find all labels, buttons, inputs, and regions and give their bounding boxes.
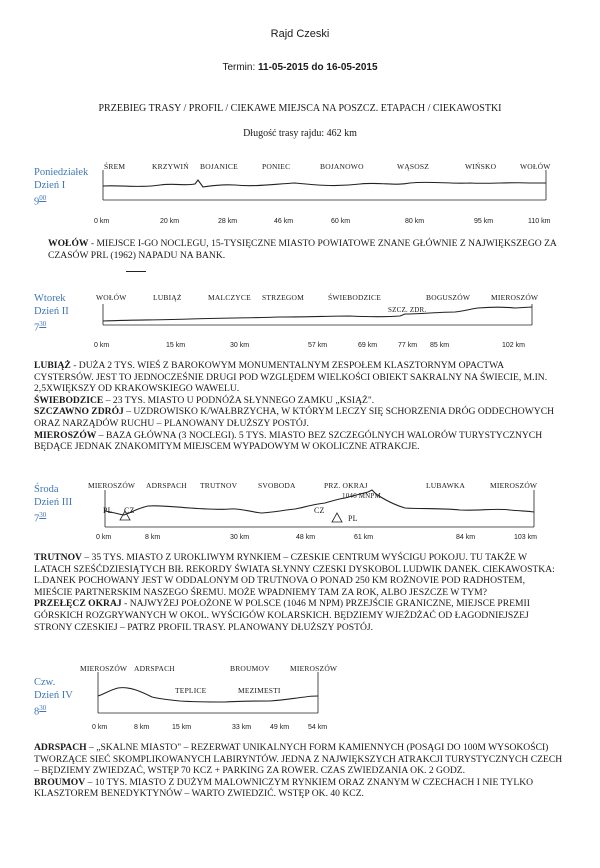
day4-km: 8 km xyxy=(134,724,150,731)
day2-town: ŚWIEBODZICE xyxy=(328,293,382,302)
day3-town: ADRSPACH xyxy=(146,481,187,490)
day2-label: Dzień II xyxy=(34,306,69,317)
day3-km: 61 km xyxy=(354,534,374,541)
day1-town: ŚREM xyxy=(104,162,126,171)
day2-town: STRZEGOM xyxy=(262,293,305,302)
document-title: Rajd Czeski xyxy=(270,28,330,40)
day3-km: 84 km xyxy=(456,534,476,541)
day1-km: 0 km xyxy=(94,218,110,225)
day3-km: 8 km xyxy=(145,534,161,541)
day1-town: WĄSOSZ xyxy=(397,162,430,171)
day3-km: 0 km xyxy=(96,534,112,541)
day3-town: PRZ. OKRAJ xyxy=(324,481,368,490)
day1-km: 110 km xyxy=(528,218,551,225)
day2-note: SZCZ. ZDR. xyxy=(388,306,427,314)
day1-km: 20 km xyxy=(160,218,180,225)
day3-label: Dzień III xyxy=(34,497,73,508)
day3-town: MIEROSZÓW xyxy=(88,481,136,490)
day4-km: 15 km xyxy=(172,724,192,731)
day1-time: $9^{00}$ xyxy=(34,194,47,208)
day1-km: 28 km xyxy=(218,218,238,225)
day1-town: PONIEC xyxy=(262,162,291,171)
day2-time: $7^{30}$ xyxy=(34,320,47,334)
day1-town: KRZYWIŃ xyxy=(152,162,189,171)
trutnov-paragraph: TRUTNOV – 35 TYS. MIASTO Z UROKLIWYM RYNKIEM – CZESKIE CENTRUM WYŚCIGU POKOJU. TU TAKŻE W LATACH SZEŚĆDZIESIĄTYCH BIŁ REKORDY ŚWIATA SŁYNNY CZESKI DYSKOBOL LUDWIK DANEK. CIEKAWOSTKA: L.DANEK POCHOWANY JEST W ODDALONYM OD TRUTNOVA O PONAD 250 KM ROŻNOVIE POD RADHOSTEM, MIEŚCIE PARTNERSKIM NASZEGO ŚREMU. MOŻE WPADNIEMY TAM ZA ROK, ALBO JESZCZE W TYM? xyxy=(34,552,555,598)
day2-name: Wtorek xyxy=(34,293,66,304)
mieroszow-paragraph: MIEROSZÓW – BAZA GŁÓWNA (3 NOCLEGI). 5 TYS. MIASTO BEZ SZCZEGÓLNYCH WALORÓW TURYSTYCZNYCH BĘDĄCE JEDNAK ZNAKOMITYM MIEJSCEM WYPADOWYM W OKOLICZNE ATRAKCJE. xyxy=(34,429,543,453)
day3-name: Środa xyxy=(34,484,59,495)
day1-town: WOŁÓW xyxy=(520,162,551,171)
day4-name: Czw. xyxy=(34,677,56,688)
day4-km: 0 km xyxy=(92,724,108,731)
day1-town: BOJANOWO xyxy=(320,162,364,171)
day3-country-label: CZ xyxy=(124,506,135,515)
day1-town: WIŃSKO xyxy=(465,162,497,171)
day1-town: BOJANICE xyxy=(200,162,238,171)
day4-km: 49 km xyxy=(270,724,290,731)
day1-km: 60 km xyxy=(331,218,351,225)
day4-description xyxy=(34,742,564,800)
day2-km: 77 km xyxy=(398,342,418,349)
term-dates: 11-05-2015 do 16-05-2015 xyxy=(258,62,378,73)
day3-country-label: CZ xyxy=(314,506,325,515)
day3-town: LUBAWKA xyxy=(426,481,466,490)
day2-km: 30 km xyxy=(230,342,250,349)
day2-town: MALCZYCE xyxy=(208,293,251,302)
day3-country-label: PL xyxy=(103,506,113,515)
day1-label: Dzień I xyxy=(34,180,66,191)
day2-km: 57 km xyxy=(308,342,328,349)
day2-town: WOŁÓW xyxy=(96,293,127,302)
section-header: PRZEBIEG TRASY / PROFIL / CIEKAWE MIEJSCA NA POSZCZ. ETAPACH / CIEKAWOSTKI xyxy=(98,103,502,114)
day4-town: MEZIMESTI xyxy=(238,686,281,695)
day2-km: 0 km xyxy=(94,342,110,349)
day1-name: Poniedziałek xyxy=(34,167,89,178)
lubiaz-paragraph: LUBIĄŻ - DUŻA 2 TYS. WIEŚ Z BAROKOWYM MONUMENTALNYM ZESPOŁEM KLASZTORNYM OPACTWA CYSTERSÓW. JEST TO JEDNOCZEŚNIE DRUGI POD WZGLĘDEM WIELKOŚCI OBIEKT SAKRALNY NA ŚWIECIE, M.IN. 2,5XWIĘKSZY OD KRAKOWSKIEGO WAWELU. xyxy=(34,360,548,395)
day4-time: $8^{30}$ xyxy=(34,704,47,718)
day1-description: WOŁÓW - MIEJSCE I-GO NOCLEGU, 15-TYSIĘCZNE MIASTO POWIATOWE ZNANE GŁÓWNIE Z NAJWIĘKSZEGO ZA CZASÓW PRL (1962) NAPADU NA BANK. xyxy=(48,238,557,261)
day3-town: MIEROSZÓW xyxy=(490,481,538,490)
broumov-paragraph: BROUMOV – 10 TYS. MIASTO Z DUŻYM MALOWNICZYM RYNKIEM ORAZ ZNANYM W CZECHACH I NIE TYLKO KLASZTOREM BENEDYKTYNÓW – WARTO ZWIEDZIĆ. WSTĘP OK. 40 KCZ. xyxy=(34,776,534,800)
route-length: Długość trasy rajdu: 462 km xyxy=(243,128,357,139)
day3-km: 30 km xyxy=(230,534,250,541)
adrspach-paragraph: ADRSPACH – „SKALNE MIASTO" – REZERWAT UNIKALNYCH FORM KAMIENNYCH (POSĄGI DO 100M WYSOKOŚCI) TWORZĄCE SIEĆ SKOMPLIKOWANYCH LABIRYNTÓW. JEDNA Z NAJWIĘKSZYCH ATRAKCJI TURYSTYCZNYCH CZECH – BĘDZIEMY ZWIEDZAĆ, WSTĘP 70 KCZ + PARKING ZA ROWER. CZAS ZWIEDZANIA OK. 2 GODZ. xyxy=(34,742,563,777)
day4-town: ADRSPACH xyxy=(134,664,175,673)
day2-km: 15 km xyxy=(166,342,186,349)
day4-town: MIEROSZÓW xyxy=(80,664,128,673)
okraj-paragraph: PRZEŁĘCZ OKRAJ - NAJWYŻEJ POŁOŻONE W POLSCE (1046 M NPM) PRZEJŚCIE GRANICZNE, MIEJSCE PREMII GÓRSKICH ROZGRYWANYCH W OKOL. WYŚCIGÓW KOLARSKICH. BĘDZIEMY WJEŻDŻAĆ OD ŁAGODNIEJSZEJ STRONY CZESKIEJ – PATRZ PROFIL TRASY. PLANOWANY DŁUŻSZY POSTÓJ. xyxy=(34,598,530,633)
day1-km: 80 km xyxy=(405,218,425,225)
day1-km: 46 km xyxy=(274,218,294,225)
day4-km: 33 km xyxy=(232,724,252,731)
swiebodzice-paragraph: ŚWIEBODZICE – 23 TYS. MIASTO U PODNÓŻA SŁYNNEGO ZAMKU „KSIĄŻ". xyxy=(34,394,375,406)
day1-km: 95 km xyxy=(474,218,494,225)
day2-km: 85 km xyxy=(430,342,450,349)
day4-town: MIEROSZÓW xyxy=(290,664,338,673)
day4-km: 54 km xyxy=(308,724,328,731)
day2-town: BOGUSZÓW xyxy=(426,293,471,302)
day3-country-label: PL xyxy=(348,514,358,523)
day4-town: TEPLICE xyxy=(175,686,207,695)
day4-town: BROUMOV xyxy=(230,664,270,673)
day3-town: SVOBODA xyxy=(258,481,296,490)
day2-town: MIEROSZÓW xyxy=(491,293,539,302)
day3-pass-height: 1046 MNPM xyxy=(342,492,381,500)
day3-time: $7^{30}$ xyxy=(34,511,47,525)
day3-km: 103 km xyxy=(514,534,537,541)
term-prefix: Termin: xyxy=(222,62,259,73)
day3-km: 48 km xyxy=(296,534,316,541)
day2-km: 102 km xyxy=(502,342,525,349)
day3-town: TRUTNOV xyxy=(200,481,238,490)
day2-km: 69 km xyxy=(358,342,378,349)
szczawno-paragraph: SZCZAWNO ZDRÓJ – UZDROWISKO K/WAŁBRZYCHA, W KTÓRYM LECZY SIĘ SCHORZENIA DRÓG ODDECHOWYCH ORAZ NARZĄDÓW RUCHU – PLANOWANY DŁUŻSZY POSTÓJ. xyxy=(34,406,555,429)
day4-label: Dzień IV xyxy=(34,690,73,701)
day2-town: LUBIĄŻ xyxy=(153,293,182,302)
